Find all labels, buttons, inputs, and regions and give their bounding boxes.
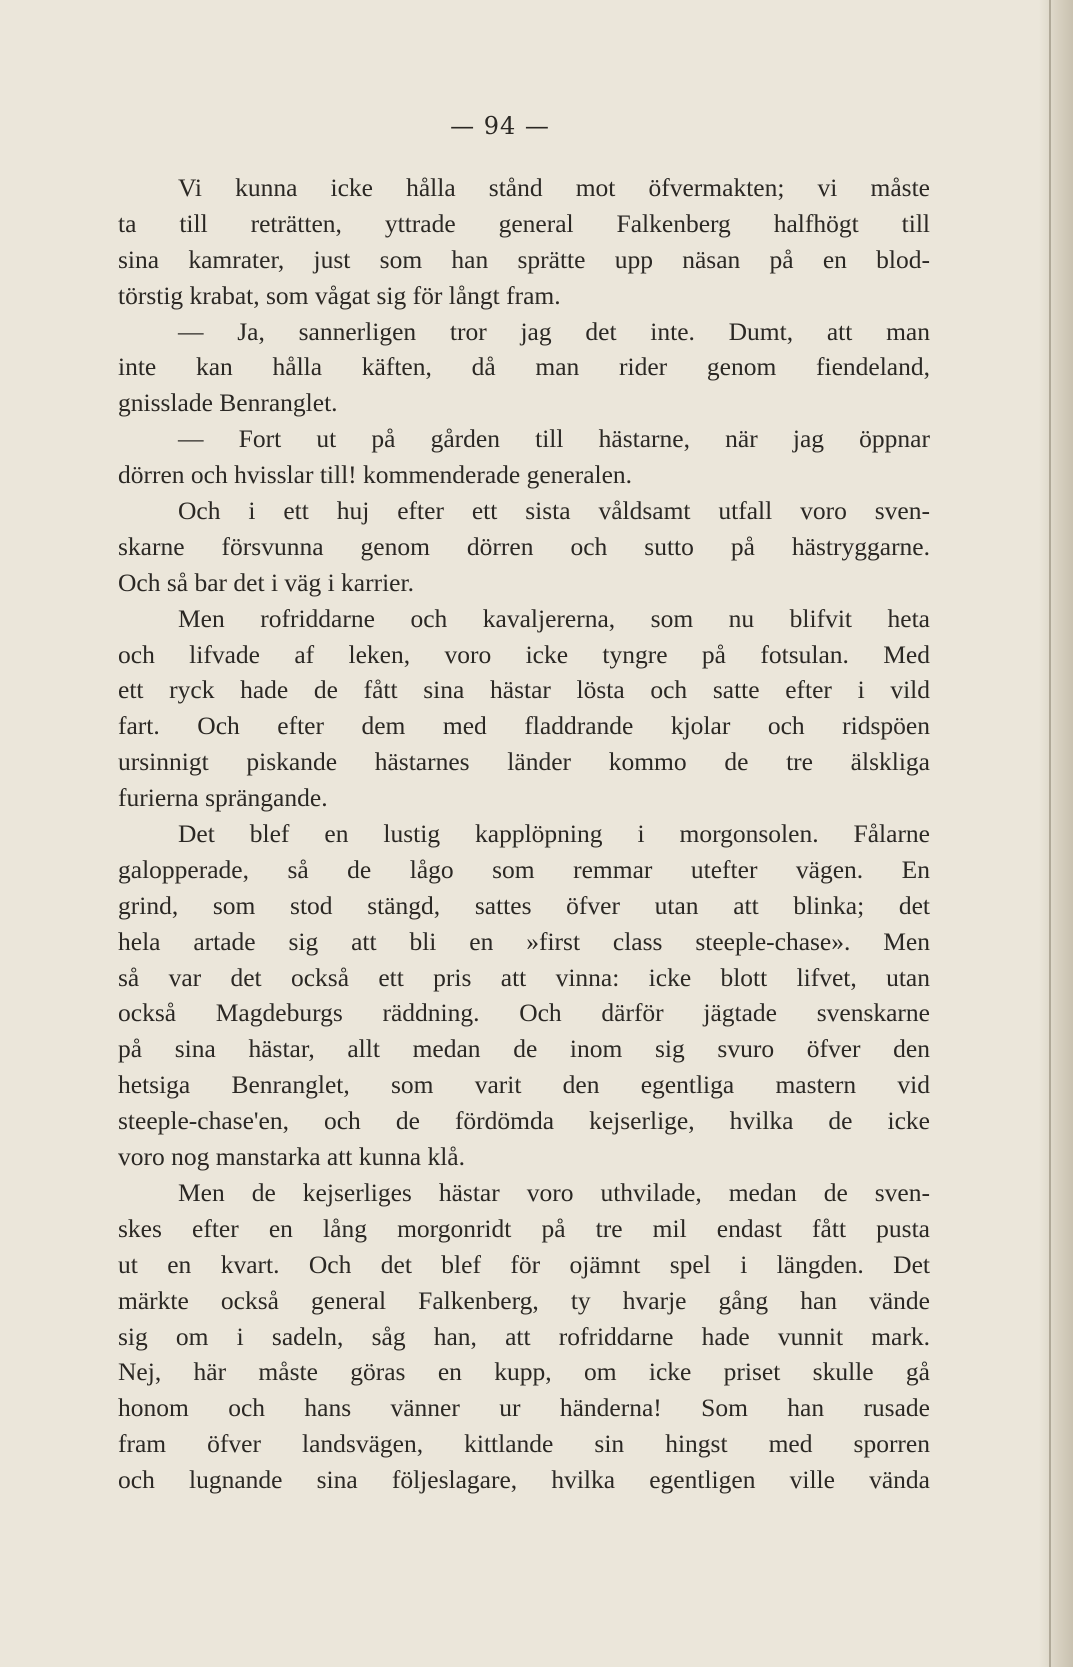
text-line: Men de kejserliges hästar voro uthvilade, medan de sven- (178, 1177, 930, 1207)
text-line: så var det också ett pris att vinna: icke blott lifvet, utan (118, 962, 930, 992)
text-line: Och i ett huj efter ett sista våldsamt utfall voro sven- (178, 496, 930, 526)
text-line: också Magdeburgs räddning. Och därför jägtade svenskarne (118, 998, 930, 1028)
text-line: grind, som stod stängd, sattes öfver utan att blinka; det (118, 890, 930, 920)
text-line: Vi kunna icke hålla stånd mot öfvermakten; vi måste (178, 173, 930, 202)
text-line: — Fort ut på gården till hästarne, när jag öppnar (178, 424, 930, 454)
text-line: voro nog manstarka att kunna klå. (118, 1142, 465, 1172)
text-line: galopperade, så de lågo som remmar utefter vägen. En (118, 854, 930, 884)
text-line: fram öfver landsvägen, kittlande sin hingst med sporren (118, 1429, 930, 1459)
text-line: Och så bar det i väg i karrier. (118, 567, 414, 597)
text-line: gnisslade Benranglet. (118, 388, 338, 418)
spine-edge (1049, 0, 1051, 1667)
text-line: märkte också general Falkenberg, ty hvarje gång han vände (118, 1285, 930, 1315)
text-line: törstig krabat, som vågat sig för långt fram. (118, 280, 561, 310)
text-line: sig om i sadeln, såg han, att rofriddarne hade vunnit mark. (118, 1321, 930, 1351)
text-line: honom och hans vänner ur händerna! Som han rusade (118, 1393, 930, 1423)
spine-shadow (1039, 0, 1073, 1667)
page-number: — 94 — (450, 112, 550, 140)
text-line: sina kamrater, just som han sprätte upp näsan på en blod- (118, 244, 930, 274)
text-line: Men rofriddarne och kavaljererna, som nu blifvit heta (178, 603, 930, 633)
text-line: och lifvade af leken, voro icke tyngre på fotsulan. Med (118, 639, 930, 669)
text-line: — Ja, sannerligen tror jag det inte. Dumt, att man (178, 316, 930, 346)
text-line: fart. Och efter dem med fladdrande kjolar och ridspöen (118, 711, 930, 741)
text-line: på sina hästar, allt medan de inom sig svuro öfver den (118, 1034, 930, 1064)
text-line: och lugnande sina följeslagare, hvilka egentligen ville vända (118, 1465, 930, 1495)
text-line: Det blef en lustig kapplöpning i morgonsolen. Fålarne (178, 819, 930, 849)
text-line: steeple-chase'en, och de fördömda kejserlige, hvilka de icke (118, 1106, 930, 1136)
text-line: inte kan hålla käften, då man rider genom fiendeland, (118, 352, 930, 382)
text-line: ta till reträtten, yttrade general Falkenberg halfhögt till (118, 208, 930, 238)
text-line: hela artade sig att bli en »first class steeple-chase». Men (118, 926, 930, 956)
text-line: ett ryck hade de fått sina hästar lösta och satte efter i vild (118, 675, 930, 705)
text-line: ut en kvart. Och det blef för ojämnt spel i längden. Det (118, 1249, 930, 1279)
text-line: ursinnigt piskande hästarnes länder kommo de tre älskliga (118, 747, 930, 777)
text-line: skarne försvunna genom dörren och sutto på hästryggarne. (118, 531, 930, 561)
text-line: skes efter en lång morgonridt på tre mil endast fått pusta (118, 1213, 930, 1243)
text-line: dörren och hvisslar till! kommenderade generalen. (118, 460, 633, 490)
body-text (118, 170, 930, 1498)
text-line: furierna sprängande. (118, 783, 328, 813)
text-line: hetsiga Benranglet, som varit den egentliga mastern vid (118, 1070, 930, 1100)
text-line: Nej, här måste göras en kupp, om icke priset skulle gå (118, 1357, 930, 1387)
